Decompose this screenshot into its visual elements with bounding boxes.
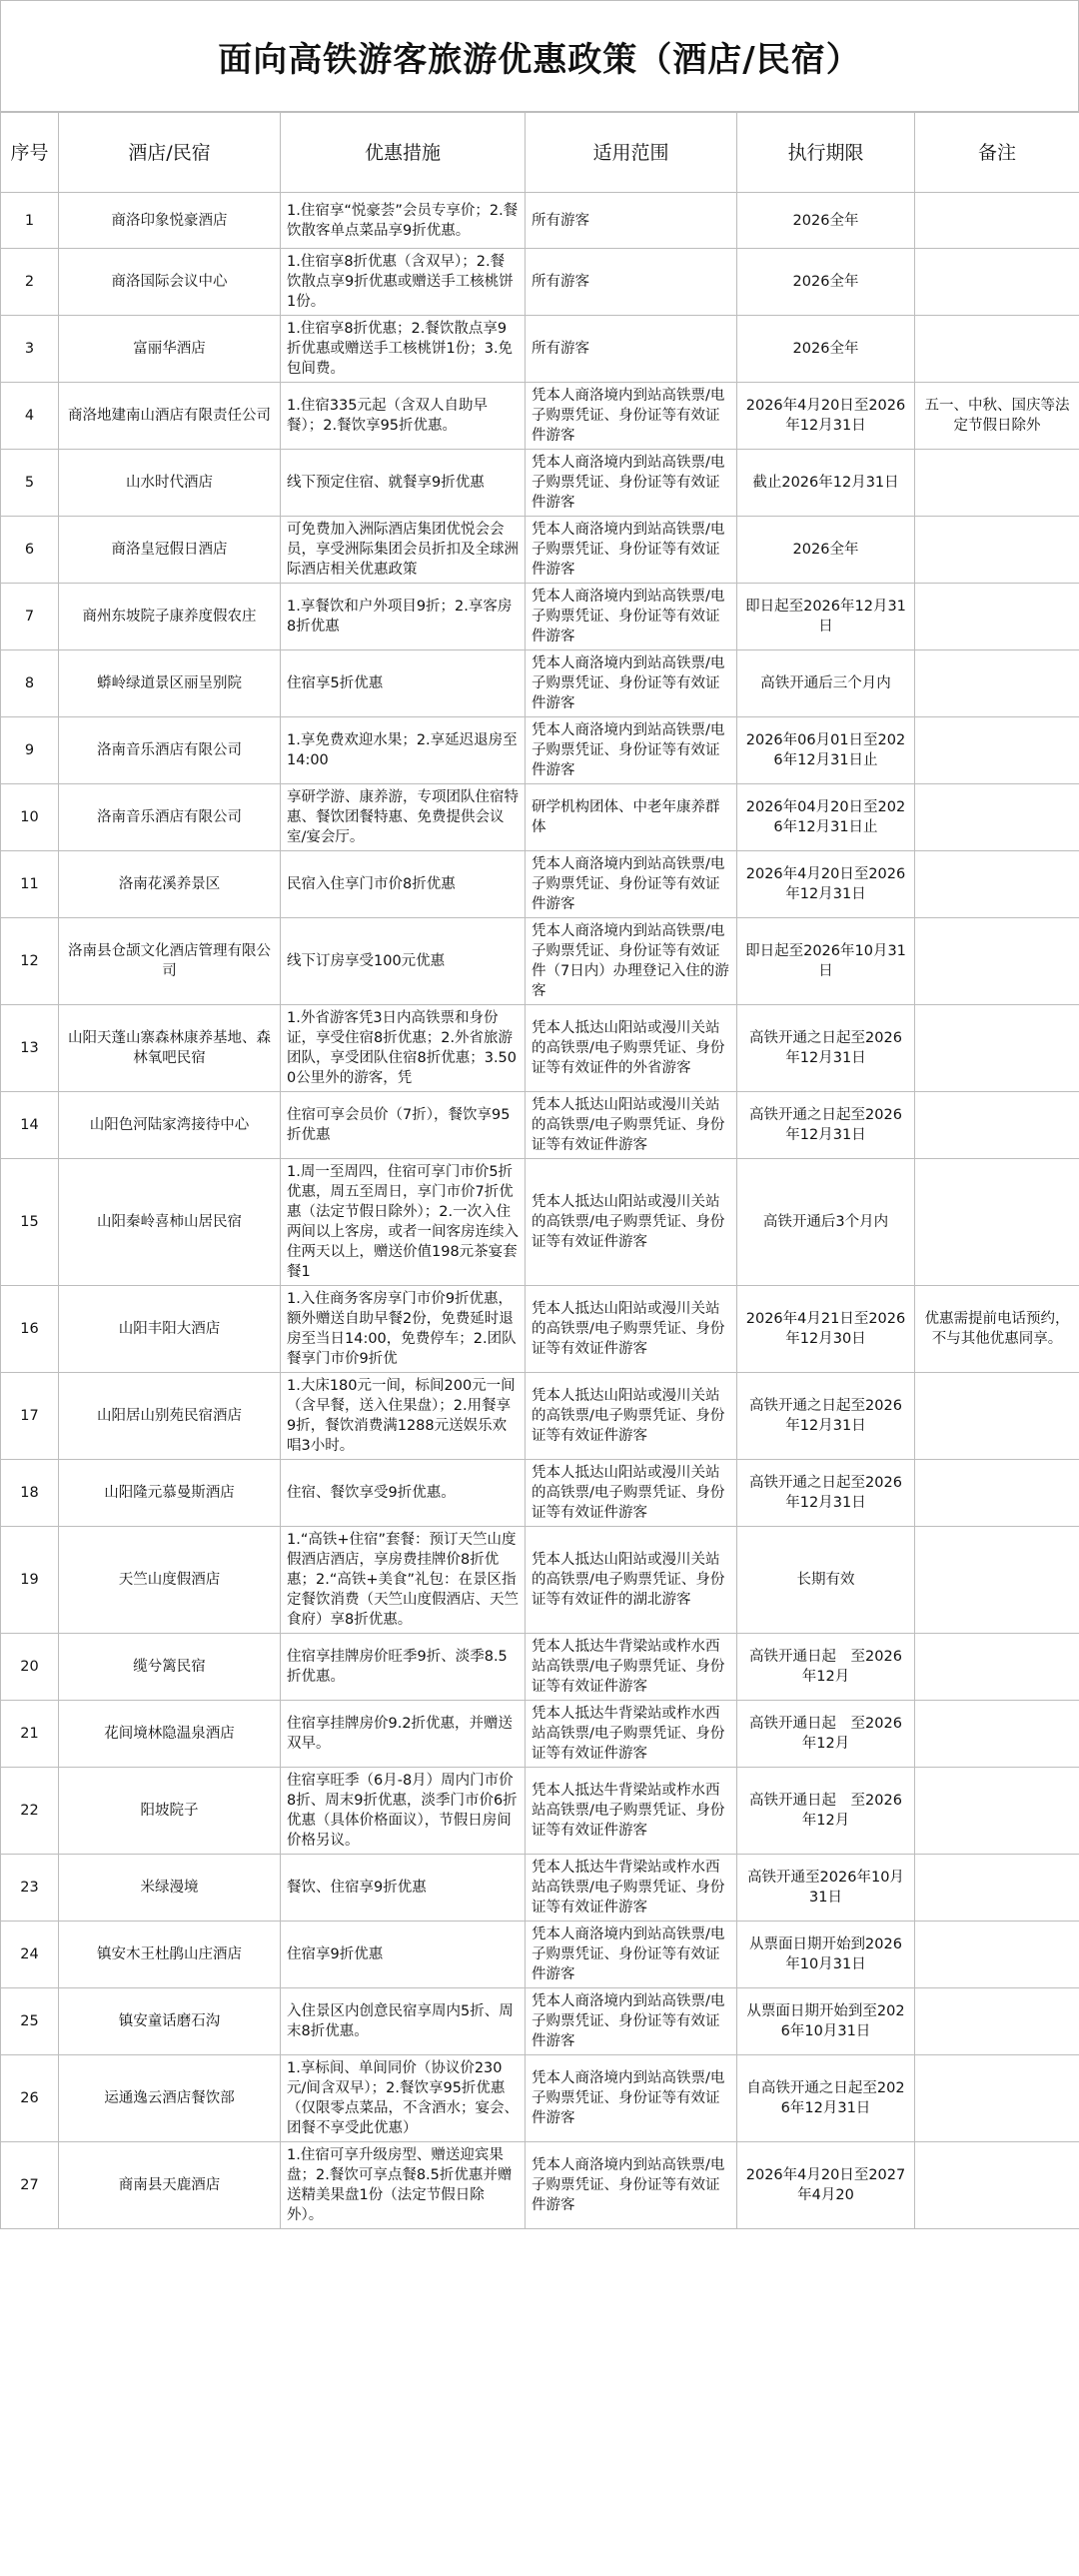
table-row (1, 1922, 1079, 1988)
cell-scope: 凭本人抵达山阳站或漫川关站的高铁票/电子购票凭证、身份证等有效证件游客 (526, 1373, 737, 1460)
table-row (1, 517, 1079, 584)
policy-table (0, 112, 1079, 2229)
cell-hotel-name: 商洛皇冠假日酒店 (59, 517, 281, 584)
cell-offer: 住宿享旺季（6月-8月）周内门市价8折、周末9折优惠，淡季门市价6折优惠（具体价格面议），节假日房间价格另议。 (281, 1768, 526, 1855)
cell-scope: 凭本人抵达牛背梁站或柞水西站高铁票/电子购票凭证、身份证等有效证件游客 (526, 1768, 737, 1855)
cell-note (915, 1988, 1079, 2055)
cell-scope: 凭本人抵达山阳站或漫川关站的高铁票/电子购票凭证、身份证等有效证件游客 (526, 1159, 737, 1286)
cell-period: 高铁开通后三个月内 (737, 650, 915, 717)
cell-scope: 凭本人商洛境内到站高铁票/电子购票凭证、身份证等有效证件游客 (526, 584, 737, 650)
cell-note (915, 1373, 1079, 1460)
cell-no: 6 (1, 517, 59, 584)
cell-hotel-name: 山水时代酒店 (59, 450, 281, 517)
cell-period: 从票面日期开始到至2026年10月31日 (737, 1988, 915, 2055)
cell-period: 2026年4月21日至2026年12月30日 (737, 1286, 915, 1373)
cell-no: 18 (1, 1460, 59, 1527)
cell-note (915, 1005, 1079, 1092)
cell-hotel-name: 山阳秦岭喜柿山居民宿 (59, 1159, 281, 1286)
cell-note (915, 1460, 1079, 1527)
cell-offer: 1.享标间、单间同价（协议价230元/间含双早）；2.餐饮享95折优惠（仅限零点菜品，不含酒水；宴会、团餐不享受此优惠） (281, 2055, 526, 2142)
cell-no: 23 (1, 1855, 59, 1922)
cell-period: 即日起至2026年12月31日 (737, 584, 915, 650)
cell-hotel-name: 米绿漫境 (59, 1855, 281, 1922)
cell-offer: 入住景区内创意民宿享周内5折、周末8折优惠。 (281, 1988, 526, 2055)
cell-hotel-name: 富丽华酒店 (59, 316, 281, 383)
cell-note: 五一、中秋、国庆等法定节假日除外 (915, 383, 1079, 450)
cell-note (915, 193, 1079, 249)
cell-no: 2 (1, 249, 59, 316)
cell-no: 15 (1, 1159, 59, 1286)
cell-scope: 凭本人商洛境内到站高铁票/电子购票凭证、身份证等有效证件游客 (526, 2055, 737, 2142)
cell-note (915, 1159, 1079, 1286)
cell-no: 19 (1, 1527, 59, 1634)
cell-hotel-name: 缆兮篱民宿 (59, 1634, 281, 1701)
table-header-row (1, 113, 1079, 193)
cell-offer: 住宿享9折优惠 (281, 1922, 526, 1988)
cell-period: 高铁开通之日起至2026年12月31日 (737, 1092, 915, 1159)
cell-offer: 1.住宿享8折优惠；2.餐饮散点享9折优惠或赠送手工核桃饼1份；3.免包间费。 (281, 316, 526, 383)
cell-no: 1 (1, 193, 59, 249)
cell-scope: 所有游客 (526, 249, 737, 316)
cell-period: 2026年4月20日至2027年4月20 (737, 2142, 915, 2229)
cell-no: 10 (1, 784, 59, 851)
page-title: 面向高铁游客旅游优惠政策（酒店/民宿） (0, 0, 1079, 112)
table-row (1, 851, 1079, 918)
cell-scope: 凭本人商洛境内到站高铁票/电子购票凭证、身份证等有效证件游客 (526, 517, 737, 584)
table-row (1, 1460, 1079, 1527)
table-row (1, 784, 1079, 851)
cell-hotel-name: 山阳丰阳大酒店 (59, 1286, 281, 1373)
cell-offer: 线下预定住宿、就餐享9折优惠 (281, 450, 526, 517)
cell-no: 11 (1, 851, 59, 918)
cell-hotel-name: 天竺山度假酒店 (59, 1527, 281, 1634)
cell-note (915, 717, 1079, 784)
cell-period: 高铁开通之日起至2026年12月31日 (737, 1373, 915, 1460)
cell-scope: 凭本人抵达牛背梁站或柞水西站高铁票/电子购票凭证、身份证等有效证件游客 (526, 1634, 737, 1701)
cell-note (915, 1855, 1079, 1922)
cell-offer: 线下订房享受100元优惠 (281, 918, 526, 1005)
table-row (1, 249, 1079, 316)
cell-hotel-name: 山阳色河陆家湾接待中心 (59, 1092, 281, 1159)
cell-offer: 1.住宿享“悦豪荟”会员专享价；2.餐饮散客单点菜品享9折优惠。 (281, 193, 526, 249)
cell-offer: 1.入住商务客房享门市价9折优惠，额外赠送自助早餐2份，免费延时退房至当日14:00，免费停车；2.团队餐享门市价9折优 (281, 1286, 526, 1373)
cell-period: 2026年4月20日至2026年12月31日 (737, 851, 915, 918)
cell-note (915, 1701, 1079, 1768)
cell-no: 12 (1, 918, 59, 1005)
cell-offer: 餐饮、住宿享9折优惠 (281, 1855, 526, 1922)
cell-period: 长期有效 (737, 1527, 915, 1634)
cell-offer: 民宿入住享门市价8折优惠 (281, 851, 526, 918)
cell-scope: 凭本人抵达山阳站或漫川关站的高铁票/电子购票凭证、身份证等有效证件游客 (526, 1092, 737, 1159)
cell-period: 2026年06月01日至2026年12月31日止 (737, 717, 915, 784)
cell-hotel-name: 山阳隆元慕曼斯酒店 (59, 1460, 281, 1527)
cell-scope: 凭本人商洛境内到站高铁票/电子购票凭证、身份证等有效证件游客 (526, 1988, 737, 2055)
cell-no: 7 (1, 584, 59, 650)
table-row (1, 2142, 1079, 2229)
cell-note (915, 1634, 1079, 1701)
cell-no: 22 (1, 1768, 59, 1855)
table-row (1, 717, 1079, 784)
cell-period: 高铁开通日起 至2026年12月 (737, 1634, 915, 1701)
cell-period: 高铁开通日起 至2026年12月 (737, 1701, 915, 1768)
cell-scope: 凭本人抵达牛背梁站或柞水西站高铁票/电子购票凭证、身份证等有效证件游客 (526, 1855, 737, 1922)
table-row (1, 1527, 1079, 1634)
cell-hotel-name: 商洛国际会议中心 (59, 249, 281, 316)
cell-hotel-name: 商州东坡院子康养度假农庄 (59, 584, 281, 650)
cell-note (915, 450, 1079, 517)
cell-no: 4 (1, 383, 59, 450)
cell-scope: 凭本人商洛境内到站高铁票/电子购票凭证、身份证等有效证件游客 (526, 450, 737, 517)
cell-offer: 享研学游、康养游，专项团队住宿特惠、餐饮团餐特惠、免费提供会议室/宴会厅。 (281, 784, 526, 851)
cell-hotel-name: 阳坡院子 (59, 1768, 281, 1855)
cell-offer: 1.住宿享8折优惠（含双早）；2.餐饮散点享9折优惠或赠送手工核桃饼1份。 (281, 249, 526, 316)
cell-scope: 凭本人商洛境内到站高铁票/电子购票凭证、身份证等有效证件游客 (526, 717, 737, 784)
cell-scope: 凭本人抵达山阳站或漫川关站的高铁票/电子购票凭证、身份证等有效证件的外省游客 (526, 1005, 737, 1092)
cell-hotel-name: 洛南音乐酒店有限公司 (59, 717, 281, 784)
cell-offer: 住宿享5折优惠 (281, 650, 526, 717)
cell-hotel-name: 商洛地建南山酒店有限责任公司 (59, 383, 281, 450)
cell-scope: 凭本人商洛境内到站高铁票/电子购票凭证、身份证等有效证件（7日内）办理登记入住的游客 (526, 918, 737, 1005)
cell-period: 高铁开通日起 至2026年12月 (737, 1768, 915, 1855)
cell-note (915, 851, 1079, 918)
cell-scope: 凭本人商洛境内到站高铁票/电子购票凭证、身份证等有效证件游客 (526, 2142, 737, 2229)
cell-offer: 1.“高铁+住宿”套餐：预订天竺山度假酒店酒店，享房费挂牌价8折优惠；2.“高铁+美食”礼包：在景区指定餐饮消费（天竺山度假酒店、天竺食府）享8折优惠。 (281, 1527, 526, 1634)
cell-scope: 凭本人商洛境内到站高铁票/电子购票凭证、身份证等有效证件游客 (526, 1922, 737, 1988)
cell-no: 5 (1, 450, 59, 517)
cell-scope: 所有游客 (526, 316, 737, 383)
cell-offer: 1.住宿可享升级房型、赠送迎宾果盘；2.餐饮可享点餐8.5折优惠并赠送精美果盘1份（法定节假日除外）。 (281, 2142, 526, 2229)
cell-note (915, 316, 1079, 383)
cell-period: 2026全年 (737, 517, 915, 584)
cell-period: 高铁开通之日起至2026年12月31日 (737, 1460, 915, 1527)
table-row (1, 650, 1079, 717)
cell-note (915, 517, 1079, 584)
cell-no: 26 (1, 2055, 59, 2142)
table-row (1, 2055, 1079, 2142)
cell-no: 24 (1, 1922, 59, 1988)
cell-no: 3 (1, 316, 59, 383)
table-row (1, 383, 1079, 450)
cell-no: 20 (1, 1634, 59, 1701)
cell-no: 8 (1, 650, 59, 717)
table-row (1, 193, 1079, 249)
cell-hotel-name: 蟒岭绿道景区丽呈别院 (59, 650, 281, 717)
cell-period: 2026年4月20日至2026年12月31日 (737, 383, 915, 450)
header-note: 备注 (915, 113, 1079, 193)
cell-hotel-name: 商南县天鹿酒店 (59, 2142, 281, 2229)
table-row (1, 1634, 1079, 1701)
cell-period: 2026年04月20日至2026年12月31日止 (737, 784, 915, 851)
cell-hotel-name: 花间境林隐温泉酒店 (59, 1701, 281, 1768)
table-row (1, 584, 1079, 650)
cell-hotel-name: 镇安木王杜鹃山庄酒店 (59, 1922, 281, 1988)
table-body (1, 193, 1079, 2229)
header-scope: 适用范围 (526, 113, 737, 193)
cell-offer: 1.享免费欢迎水果；2.享延迟退房至14:00 (281, 717, 526, 784)
cell-hotel-name: 洛南县仓颉文化酒店管理有限公司 (59, 918, 281, 1005)
cell-note (915, 1527, 1079, 1634)
cell-period: 从票面日期开始到2026年10月31日 (737, 1922, 915, 1988)
cell-hotel-name: 山阳居山别苑民宿酒店 (59, 1373, 281, 1460)
header-no: 序号 (1, 113, 59, 193)
cell-period: 高铁开通之日起至2026年12月31日 (737, 1005, 915, 1092)
cell-offer: 住宿享挂牌房价9.2折优惠，并赠送双早。 (281, 1701, 526, 1768)
cell-note (915, 1768, 1079, 1855)
table-row (1, 1159, 1079, 1286)
cell-note: 优惠需提前电话预约，不与其他优惠同享。 (915, 1286, 1079, 1373)
table-row (1, 1701, 1079, 1768)
cell-no: 21 (1, 1701, 59, 1768)
cell-note (915, 584, 1079, 650)
table-row (1, 1286, 1079, 1373)
header-hotel: 酒店/民宿 (59, 113, 281, 193)
table-row (1, 450, 1079, 517)
cell-no: 13 (1, 1005, 59, 1092)
cell-note (915, 249, 1079, 316)
cell-offer: 1.外省游客凭3日内高铁票和身份证，享受住宿8折优惠；2.外省旅游团队，享受团队住宿8折优惠；3.500公里外的游客，凭 (281, 1005, 526, 1092)
cell-scope: 凭本人抵达山阳站或漫川关站的高铁票/电子购票凭证、身份证等有效证件的湖北游客 (526, 1527, 737, 1634)
table-row (1, 316, 1079, 383)
cell-scope: 凭本人商洛境内到站高铁票/电子购票凭证、身份证等有效证件游客 (526, 383, 737, 450)
table-row (1, 1855, 1079, 1922)
cell-scope: 凭本人抵达山阳站或漫川关站的高铁票/电子购票凭证、身份证等有效证件游客 (526, 1286, 737, 1373)
cell-hotel-name: 运通逸云酒店餐饮部 (59, 2055, 281, 2142)
table-row (1, 1005, 1079, 1092)
cell-no: 16 (1, 1286, 59, 1373)
cell-period: 高铁开通后3个月内 (737, 1159, 915, 1286)
cell-scope: 凭本人抵达山阳站或漫川关站的高铁票/电子购票凭证、身份证等有效证件游客 (526, 1460, 737, 1527)
table-row (1, 1092, 1079, 1159)
cell-hotel-name: 洛南音乐酒店有限公司 (59, 784, 281, 851)
cell-offer: 1.享餐饮和户外项目9折；2.享客房8折优惠 (281, 584, 526, 650)
cell-scope: 凭本人商洛境内到站高铁票/电子购票凭证、身份证等有效证件游客 (526, 851, 737, 918)
header-period: 执行期限 (737, 113, 915, 193)
cell-hotel-name: 洛南花溪养景区 (59, 851, 281, 918)
cell-note (915, 2142, 1079, 2229)
cell-no: 9 (1, 717, 59, 784)
cell-scope: 凭本人抵达牛背梁站或柞水西站高铁票/电子购票凭证、身份证等有效证件游客 (526, 1701, 737, 1768)
cell-offer: 住宿、餐饮享受9折优惠。 (281, 1460, 526, 1527)
cell-period: 即日起至2026年10月31日 (737, 918, 915, 1005)
cell-offer: 1.大床180元一间，标间200元一间（含早餐，送入住果盘）；2.用餐享9折，餐饮消费满1288元送娱乐欢唱3小时。 (281, 1373, 526, 1460)
cell-note (915, 1922, 1079, 1988)
cell-offer: 1.住宿335元起（含双人自助早餐）；2.餐饮享95折优惠。 (281, 383, 526, 450)
cell-period: 2026全年 (737, 193, 915, 249)
cell-period: 2026全年 (737, 316, 915, 383)
cell-hotel-name: 山阳天蓬山寨森林康养基地、森林氧吧民宿 (59, 1005, 281, 1092)
cell-offer: 住宿可享会员价（7折），餐饮享95折优惠 (281, 1092, 526, 1159)
cell-note (915, 2055, 1079, 2142)
cell-no: 14 (1, 1092, 59, 1159)
cell-offer: 可免费加入洲际酒店集团优悦会会员，享受洲际集团会员折扣及全球洲际酒店相关优惠政策 (281, 517, 526, 584)
cell-no: 17 (1, 1373, 59, 1460)
cell-period: 2026全年 (737, 249, 915, 316)
cell-note (915, 1092, 1079, 1159)
cell-no: 27 (1, 2142, 59, 2229)
cell-scope: 研学机构团体、中老年康养群体 (526, 784, 737, 851)
cell-scope: 所有游客 (526, 193, 737, 249)
cell-period: 高铁开通至2026年10月31日 (737, 1855, 915, 1922)
table-row (1, 1373, 1079, 1460)
cell-offer: 住宿享挂牌房价旺季9折、淡季8.5折优惠。 (281, 1634, 526, 1701)
cell-hotel-name: 商洛印象悦豪酒店 (59, 193, 281, 249)
cell-note (915, 918, 1079, 1005)
header-offer: 优惠措施 (281, 113, 526, 193)
cell-note (915, 784, 1079, 851)
cell-note (915, 650, 1079, 717)
cell-no: 25 (1, 1988, 59, 2055)
cell-hotel-name: 镇安童话磨石沟 (59, 1988, 281, 2055)
cell-offer: 1.周一至周四，住宿可享门市价5折优惠，周五至周日，享门市价7折优惠（法定节假日除外）；2.一次入住两间以上客房，或者一间客房连续入住两天以上，赠送价值198元茶宴套餐1 (281, 1159, 526, 1286)
cell-period: 自高铁开通之日起至2026年12月31日 (737, 2055, 915, 2142)
table-row (1, 1768, 1079, 1855)
table-row (1, 918, 1079, 1005)
cell-period: 截止2026年12月31日 (737, 450, 915, 517)
table-row (1, 1988, 1079, 2055)
cell-scope: 凭本人商洛境内到站高铁票/电子购票凭证、身份证等有效证件游客 (526, 650, 737, 717)
